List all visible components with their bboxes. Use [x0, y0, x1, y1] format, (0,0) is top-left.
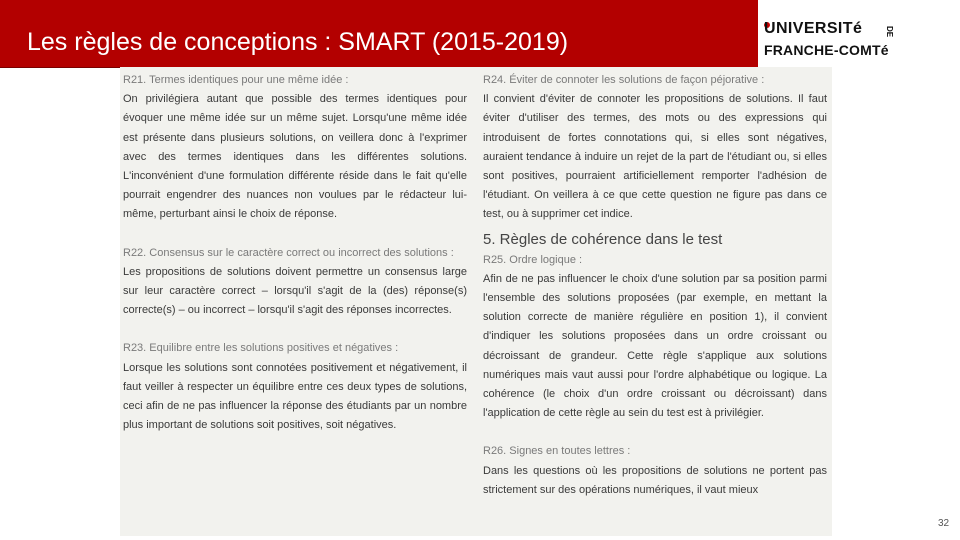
logo-line-1: UNIVERSITé [764, 20, 863, 37]
rule-r23-text: Lorsque les solutions sont connotées positivement et négativement, il faut veiller à respecter un équilibre entre ces deux types de solutions, ceci afin de ne pas influencer la réponse des étudiants par un nombre plus important de solutions soit positives, soit négatives. [123, 361, 467, 432]
rule-r26-text: Dans les questions où les propositions de solutions ne portent pas strictement sur des opérations numériques, il vaut mieux [483, 464, 827, 496]
left-column [123, 71, 467, 435]
title-bar [0, 0, 758, 68]
rule-r24-heading: R24. Éviter de connoter les solutions de façon péjorative : [483, 74, 765, 86]
section-5-title: 5. Règles de cohérence dans le test [483, 230, 723, 248]
document-scan [120, 67, 832, 536]
university-logo [758, 18, 894, 67]
rule-r22-text: Les propositions de solutions doivent permettre un consensus large sur leur caractère correct – lorsqu'il s'agit de la (des) réponse(s) correcte(s) – ou incorrect – lorsqu'il s'agit des réponses incorrectes. [123, 265, 467, 317]
rule-r22-heading: R22. Consensus sur le caractère correct ou incorrect des solutions : [123, 246, 454, 259]
rule-r25-heading: R25. Ordre logique : [483, 253, 583, 266]
logo-line-2: FRANCHE-COMTé [764, 42, 889, 58]
rule-r23-heading: R23. Equilibre entre les solutions positives et négatives : [123, 342, 399, 355]
rule-r24-text: Il convient d'éviter de connoter les propositions de solutions. Il faut éviter d'utiliser des termes, des mots ou des expressions qui introduisent de fortes connotations qui, si elles sont négatives, auraient tendance à induire un rejet de la part de l'étudiant ou, si elles sont positives, pourraient artificiellement remporter l'adhésion de l'étudiant. On veillera à ce que cette question ne figure pas dans ce test, ou à supprimer cet indice. [483, 93, 827, 221]
rule-r25-text: Afin de ne pas influencer le choix d'une solution par sa position parmi l'ensemble des solutions proposées (par exemple, en mettant la solution correcte de manière régulière en position 1), il convient d'indiquer les solutions proposées dans un ordre croissant ou décroissant de grandeur. Cette règle s'applique aux solutions numériques mais vaut aussi pour l'ordre alphabétique ou logique. La cohérence (le choix d'un ordre croissant ou décroissant) dans l'application de cette règle au sein du test est à privilégier. [483, 272, 827, 420]
page-number: 32 [938, 518, 950, 529]
rule-r21-text: On privilégiera autant que possible des termes identiques pour évoquer une même idée sur un même sujet. Lorsqu'une même idée est présente dans plusieurs solutions, on veillera donc à l'exprimer avec des termes identiques dans les différentes solutions. L'inconvénient d'une formulation différente réside dans le fait qu'elle pourrait engendrer des nuances non voulues par le rédacteur lui-même, perturbant ainsi le choix de réponse. [123, 93, 467, 221]
right-column [483, 71, 827, 500]
logo-de: DE [885, 26, 894, 38]
rule-r26-heading: R26. Signes en toutes lettres : [483, 445, 631, 458]
slide-title: Les règles de conceptions : SMART (2015-2019) [27, 28, 569, 56]
rule-r21-heading: R21. Termes identiques pour une même idée : [123, 74, 349, 86]
